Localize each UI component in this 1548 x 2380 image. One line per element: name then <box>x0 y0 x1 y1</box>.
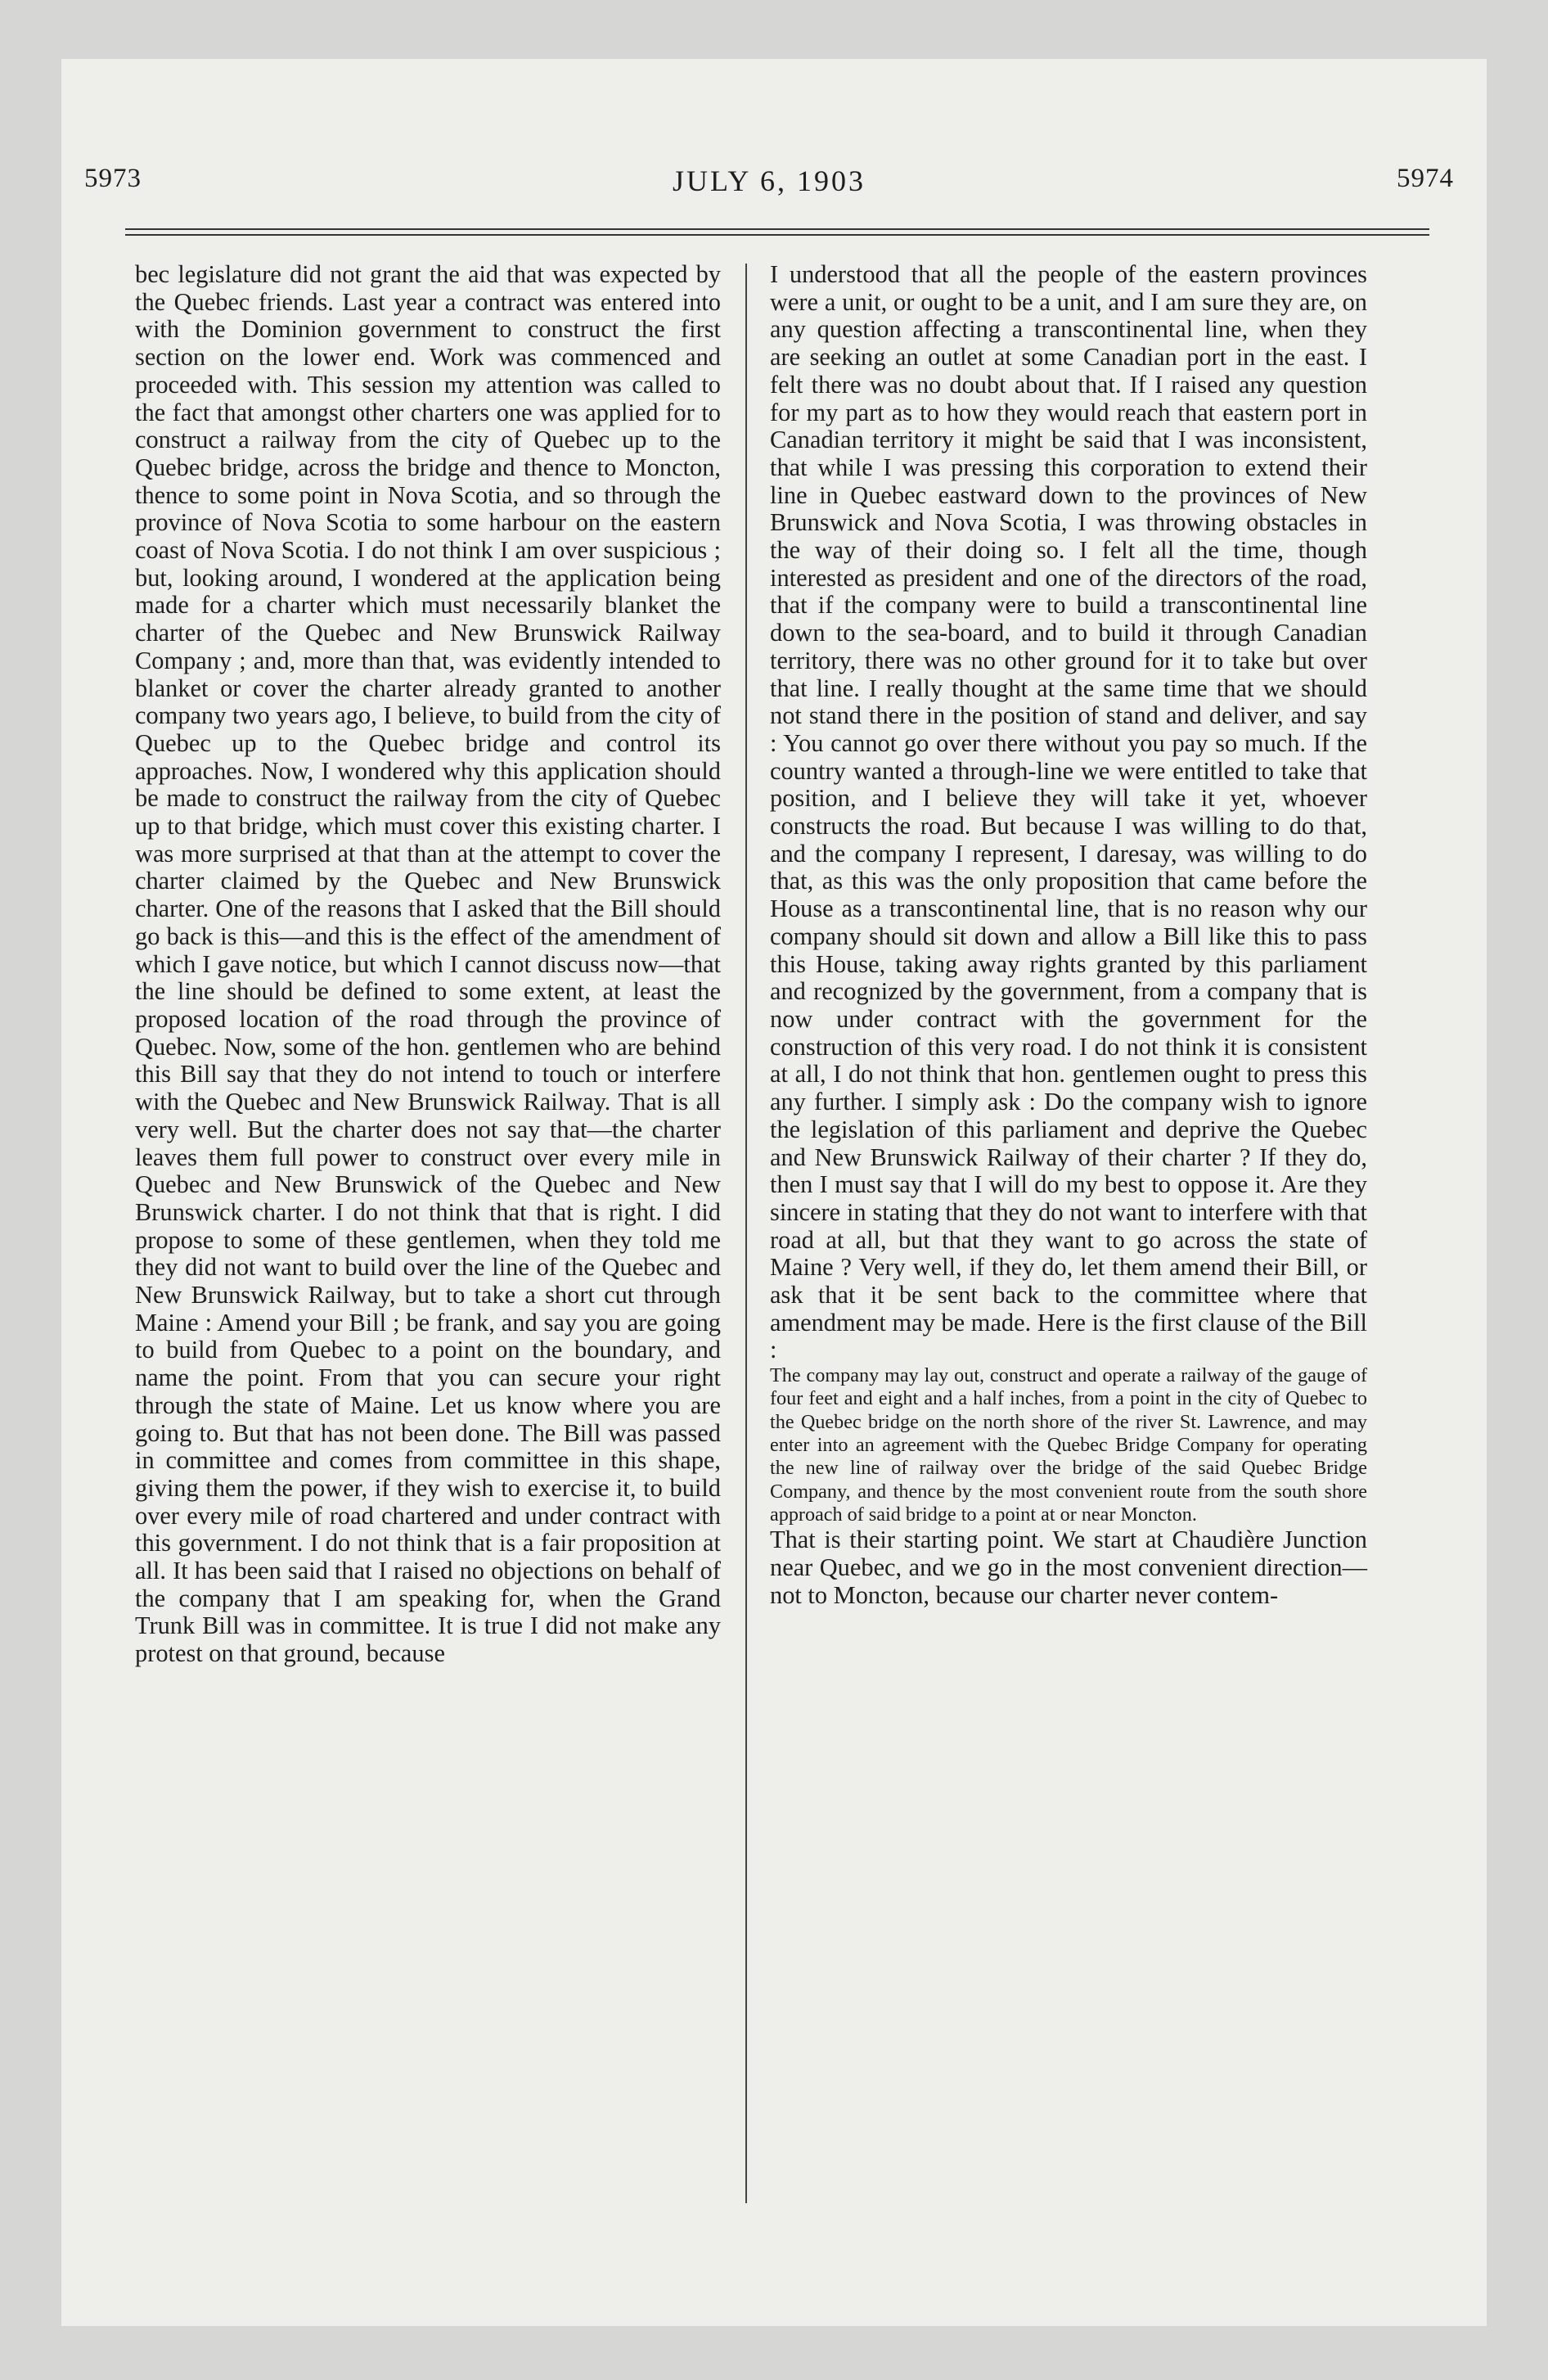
header-rule-bottom <box>125 234 1429 236</box>
header-rule-top <box>125 228 1429 230</box>
page-number-right: 5974 <box>1397 164 1454 193</box>
bill-clause-quote: The company may lay out, construct and operate a railway of the gauge of four feet and eight and a half inches, from a point in the city of Quebec to the Quebec bridge on the north shore of the river St. Lawrence, and may enter into an agreement with the Quebec Bridge Company for operating the new line of railway over the bridge of the said Quebec Bridge Company, and thence by the most convenient route from the south shore approach of said bridge to a point at or near Moncton. <box>770 1364 1367 1526</box>
page-header <box>84 164 1454 213</box>
left-column-text: bec legislature did not grant the aid that was expected by the Quebec friends. Last year a contract was entered into with the Dominion government to construct the first section on the lower end. Work was commenced and proceeded with. This session my attention was called to the fact that amongst other charters one was applied for to construct a railway from the city of Quebec up to the Quebec bridge, across the bridge and thence to Moncton, thence to some point in Nova Scotia, and so through the province of Nova Scotia to some harbour on the eastern coast of Nova Scotia. I do not think I am over suspicious ; but, looking around, I wondered at the application being made for a charter which must necessarily blanket the charter of the Quebec and New Brunswick Railway Company ; and, more than that, was evidently intended to blanket or cover the charter already granted to another company two years ago, I believe, to build from the city of Quebec up to the Quebec bridge and control its approaches. Now, I wondered why this application should be made to construct the railway from the city of Quebec up to that bridge, which must cover this existing charter. I was more surprised at that than at the attempt to cover the charter claimed by the Quebec and New Brunswick charter. One of the reasons that I asked that the Bill should go back is this—and this is the effect of the amendment of which I gave notice, but which I cannot discuss now—that the line should be defined to some extent, at least the proposed location of the road through the province of Quebec. Now, some of the hon. gentlemen who are behind this Bill say that they do not intend to touch or interfere with the Quebec and New Brunswick Railway. That is all very well. But the charter does not say that—the charter leaves them full power to construct over every mile in Quebec and New Brunswick of the Quebec and New Brunswick charter. I do not think that that is right. I did propose to some of these gentlemen, when they told me they did not want to build over the line of the Quebec and New Brunswick Railway, but to take a short cut through Maine : Amend your Bill ; be frank, and say you are going to build from Quebec to a point on the boundary, and name the point. From that you can secure your right through the state of Maine. Let us know where you are going to. But that has not been done. The Bill was passed in committee and comes from committee in this shape, giving them the power, if they wish to exercise it, to build over every mile of road chartered and under contract with this government. I do not think that is a fair proposition at all. It has been said that I raised no objections on behalf of the company that I am speaking for, when the Grand Trunk Bill was in committee. It is true I did not make any protest on that ground, because <box>135 260 721 1668</box>
page-number-left: 5973 <box>84 164 142 193</box>
column-divider <box>745 264 747 2203</box>
left-column <box>135 261 721 1668</box>
right-column-text-continued: That is their starting point. We start at Chaudière Junction near Quebec, and we go in the most convenient direction—not to Moncton, because our charter never contem- <box>770 1526 1367 1609</box>
page-date: JULY 6, 1903 <box>672 165 866 197</box>
document-page <box>61 59 1487 2326</box>
right-column <box>770 261 1367 1609</box>
right-column-text: I understood that all the people of the eastern provinces were a unit, or ought to be a unit, and I am sure they are, on any question affecting a transcontinental line, when they are seeking an outlet at some Canadian port in the east. I felt there was no doubt about that. If I raised any question for my part as to how they would reach that eastern port in Canadian territory it might be said that I was inconsistent, that while I was pressing this corporation to extend their line in Quebec eastward down to the provinces of New Brunswick and Nova Scotia, I was throwing obstacles in the way of their doing so. I felt all the time, though interested as president and one of the directors of the road, that if the company were to build a transcontinental line down to the sea-board, and to build it through Canadian territory, there was no other ground for it to take but over that line. I really thought at the same time that we should not stand there in the position of stand and deliver, and say : You cannot go over there without you pay so much. If the country wanted a through-line we were entitled to take that position, and I believe they will take it yet, whoever constructs the road. But because I was willing to do that, and the company I represent, I daresay, was willing to do that, as this was the only proposition that came before the House as a transcontinental line, that is no reason why our company should sit down and allow a Bill like this to pass this House, taking away rights granted by this parliament and recognized by the government, from a company that is now under contract with the government for the construction of this very road. I do not think it is consistent at all, I do not think that hon. gentlemen ought to press this any further. I simply ask : Do the company wish to ignore the legislation of this parliament and deprive the Quebec and New Brunswick Railway of their charter ? If they do, then I must say that I will do my best to oppose it. Are they sincere in stating that they do not want to interfere with that road at all, but that they want to go across the state of Maine ? Very well, if they do, let them amend their Bill, or ask that it be sent back to the committee where that amendment may be made. Here is the first clause of the Bill : <box>770 260 1367 1364</box>
